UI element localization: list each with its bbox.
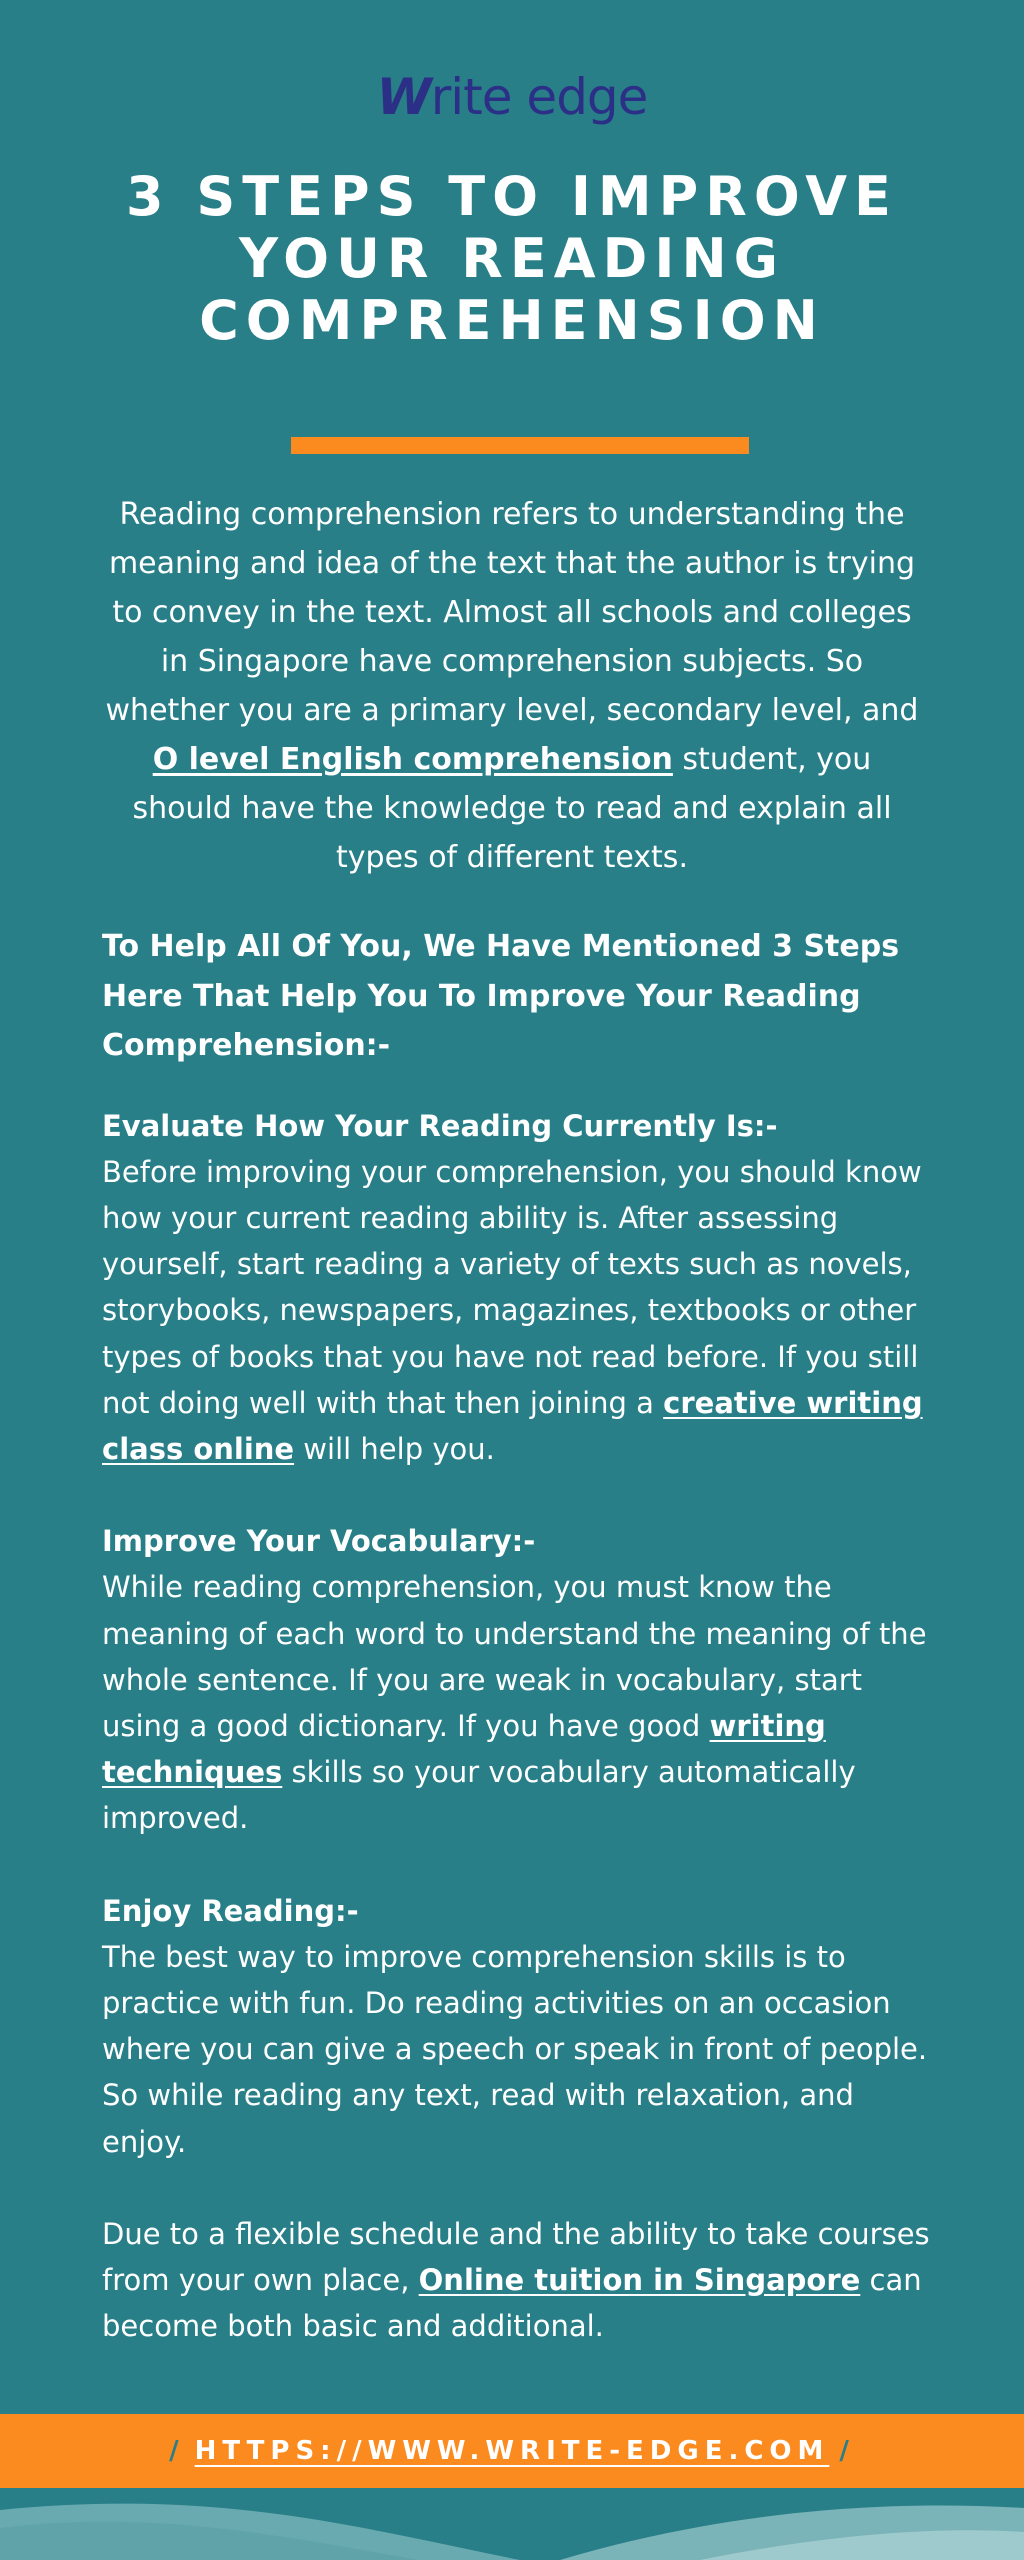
section-evaluate-text-before: Before improving your comprehension, you should know how your current reading ability is. After assessing yourself, start reading a variety of texts such as novels, storybooks, newspapers, magazines, textbooks or other types of books that you have not read before. If you still not doing well with that then joining a <box>102 1154 922 1420</box>
intro-text-before: Reading comprehension refers to understanding the meaning and idea of the text that the author is trying to convey in the text. Almost all schools and colleges in Singapore have comprehension subjects. So whether you are a primary level, secondary level, and <box>105 497 919 728</box>
footer-slash-right: / <box>839 2436 855 2466</box>
footer-slash-left: / <box>169 2436 185 2466</box>
title-underline-bar <box>291 437 749 454</box>
closing-paragraph <box>102 2211 932 2350</box>
closing-text-before: Due to a flexible schedule and the ability to take courses from your own place, <box>102 2216 930 2297</box>
section-body-evaluate <box>102 1149 932 1472</box>
writing-techniques-link[interactable]: writing techniques <box>102 1708 826 1790</box>
website-url-link[interactable]: HTTPS://WWW.WRITE-EDGE.COM <box>194 2436 830 2466</box>
intro-paragraph <box>100 490 924 882</box>
main-content <box>102 922 932 2349</box>
spacer <box>102 2165 932 2211</box>
logo-w: W <box>376 68 431 126</box>
lead-heading: To Help All Of You, We Have Mentioned 3 Steps Here That Help You To Improve Your Reading Comprehension:- <box>102 929 900 1063</box>
creative-writing-class-link[interactable]: creative writing class online <box>102 1385 923 1466</box>
o-level-english-link[interactable]: O level English comprehension <box>152 742 673 777</box>
section-evaluate-text-after: will help you. <box>294 1431 495 1466</box>
online-tuition-link[interactable]: Online tuition in Singapore <box>418 2262 861 2297</box>
section-body-enjoy: The best way to improve comprehension skills is to practice with fun. Do reading activities on an occasion where you can give a speech or speak in front of people. So while reading any text, read with relaxation, and enjoy. <box>102 1939 928 2159</box>
spacer <box>102 1472 932 1518</box>
section-heading-vocabulary: Improve Your Vocabulary:- <box>102 1524 536 1559</box>
section-heading-evaluate: Evaluate How Your Reading Currently Is:- <box>102 1108 778 1143</box>
section-body-vocabulary <box>102 1564 932 1841</box>
section-heading-enjoy: Enjoy Reading:- <box>102 1893 359 1928</box>
closing-text-after: can become both basic and additional. <box>102 2262 922 2344</box>
page-title: 3 STEPS TO IMPROVE YOUR READING COMPREHENSION <box>126 165 898 352</box>
decorative-waves <box>0 2488 1024 2560</box>
footer-url-bar <box>0 2414 1024 2488</box>
spacer <box>102 1842 932 1888</box>
intro-text-after: student, you should have the knowledge to read and explain all types of different texts. <box>132 742 892 875</box>
brand-logo <box>0 68 1024 126</box>
section-vocabulary-text-before: While reading comprehension, you must know the meaning of each word to understand the meaning of the whole sentence. If you are weak in vocabulary, start using a good dictionary. If you have good <box>102 1570 927 1743</box>
section-vocabulary-text-after: skills so your vocabulary automatically improved. <box>102 1755 856 1836</box>
logo-text: rite edge <box>430 68 648 126</box>
